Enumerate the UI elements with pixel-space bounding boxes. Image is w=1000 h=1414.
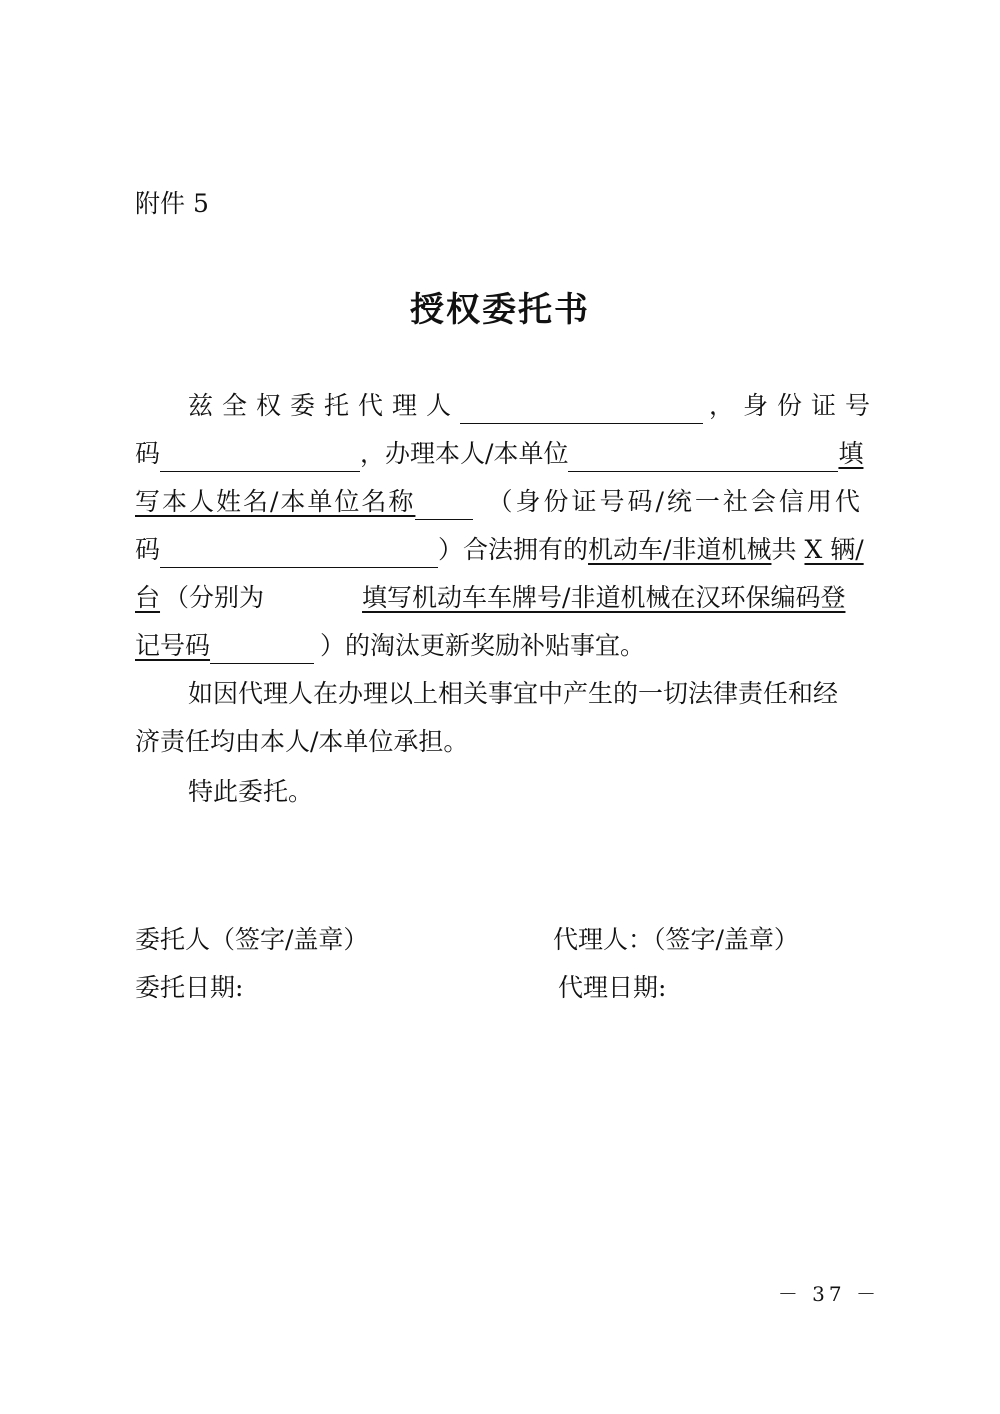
text: 写本人姓名/本单位名称	[135, 487, 416, 516]
document-title: 授权委托书	[410, 290, 590, 330]
principal-id-blank[interactable]	[160, 537, 438, 568]
plate-number-text: 填写机动车车牌号/非道机械在汉环保编码登	[362, 583, 846, 612]
text: ，身份证号	[709, 391, 880, 420]
text: （分别为	[164, 583, 265, 612]
line-5	[135, 580, 880, 616]
blank[interactable]	[415, 489, 473, 520]
text: ，办理本人/本单位	[360, 439, 569, 468]
text: 码	[135, 535, 161, 564]
text: ）的淘汰更新奖励补贴事宜。	[320, 631, 646, 660]
principal-signature-label: 委托人（签字/盖章）	[135, 925, 369, 954]
text: 记号码	[135, 631, 211, 660]
line-4	[135, 532, 880, 568]
blank[interactable]	[210, 633, 314, 664]
vehicle-count-text: X 辆/	[804, 535, 864, 564]
text: 济责任均由本人/本单位承担。	[135, 727, 469, 756]
text: 共	[771, 535, 797, 564]
attachment-label: 附件 5	[135, 189, 209, 218]
vehicle-type-text: 机动车/非道机械	[588, 535, 772, 564]
principal-name-blank[interactable]	[568, 441, 838, 472]
line-8	[135, 724, 880, 760]
text: （身份证号码/统一社会信用代	[487, 487, 863, 516]
line-3	[135, 484, 880, 520]
line-6	[135, 628, 880, 664]
line-2	[135, 436, 880, 472]
line-1	[135, 388, 880, 424]
text: 填	[838, 439, 864, 468]
agent-date-label: 代理日期:	[558, 973, 667, 1002]
text: ）合法拥有的	[438, 535, 589, 564]
text: 如因代理人在办理以上相关事宜中产生的一切法律责任和经	[188, 679, 839, 708]
principal-date-label: 委托日期:	[135, 973, 244, 1002]
page-number: － 37 －	[777, 1282, 880, 1306]
agent-signature-label: 代理人：（签字/盖章）	[553, 925, 799, 954]
line-7	[135, 676, 880, 712]
text: 兹全权委托代理人	[188, 391, 461, 420]
paragraph-closing	[135, 774, 880, 810]
agent-id-blank[interactable]	[160, 441, 360, 472]
text: 特此委托。	[188, 777, 314, 806]
text: 码	[135, 439, 161, 468]
text: 台	[135, 583, 161, 612]
agent-name-blank[interactable]	[460, 393, 703, 424]
